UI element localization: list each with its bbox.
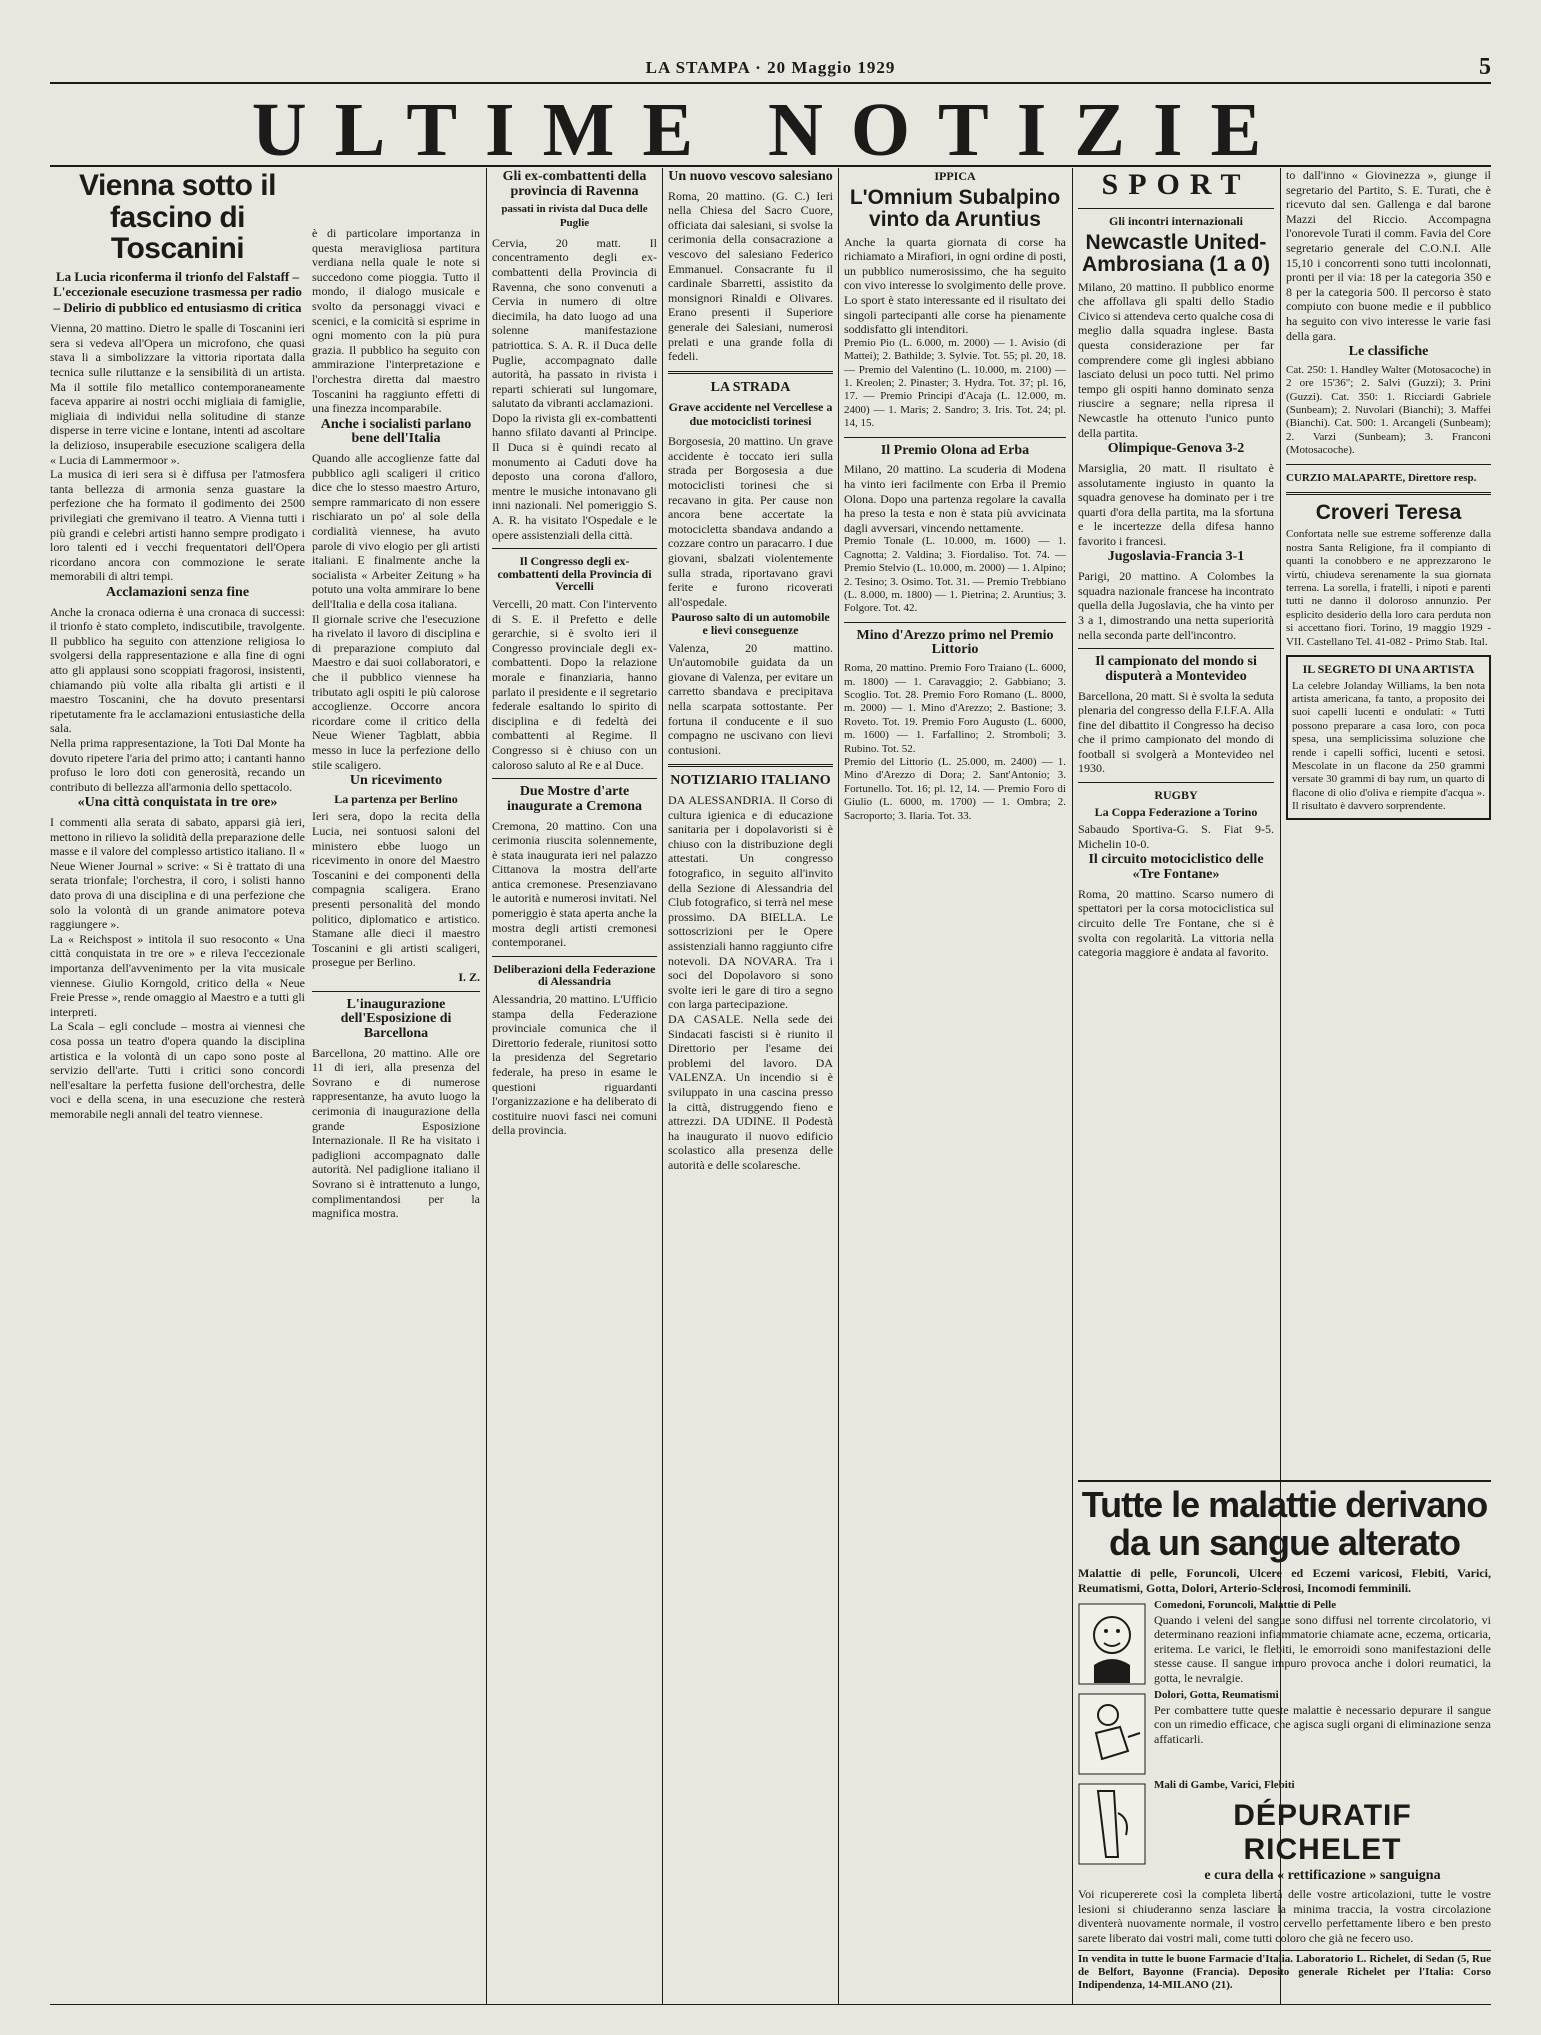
ad-figure-legs-icon xyxy=(1078,1783,1146,1865)
article-separator xyxy=(1078,208,1274,209)
article-text: è di particolare importanza in questa meravigliosa partitura verdiana nella quale le note si succedono come pioggia. Tutto il mondo, il dialogo musicale e svolto da personaggi vivaci e scenici, e la comicità si esprime in ogni momento con la più pura grazia. Il pubblico ha seguito con ammirazione l'interpretazione e l'orchestra diretta dal maestro Toscanini ha raggiunto effetti di una finezza incomparabile. xyxy=(312,226,480,416)
article-separator xyxy=(1078,782,1274,783)
rubric-incontri: Gli incontri internazionali xyxy=(1109,214,1243,228)
ad-text: Per combattere tutte queste malattie è necessario depurare il sangue con un rimedio efficace, che agisca sugli organi di eliminazione senza affaticarli. xyxy=(1154,1702,1491,1746)
ad-figure-rheumatism-icon xyxy=(1078,1693,1146,1775)
article-separator xyxy=(1286,464,1491,465)
ad-tagline: e cura della « rettificazione » sanguigna xyxy=(1204,1867,1441,1883)
article-title-automobile: Pauroso salto di un automobile e lievi conseguenze xyxy=(671,610,830,637)
article-separator xyxy=(1286,492,1491,495)
article-title-alessandria: Deliberazioni della Federazione di Alessandria xyxy=(493,961,656,989)
article-text: Nella prima rappresentazione, la Toti Dal Monte ha dovuto ripetere l'aria del primo atto; i cantanti hanno profuso le loro doti con generosità, recando un contributo di bellezza all'armonia dello spettacolo. xyxy=(50,736,305,794)
column-vescovo-strada xyxy=(668,168,833,2005)
article-text: La « Reichspost » intitola il suo resoconto « Una città conquistata in tre ore » e rileva l'eccezionale importanza dell'avvenimento per la vita musicale viennese. Giulio Korngold, critico della « Neue Freie Presse », rende omaggio al Maestro e a tutti gli interpreti. xyxy=(50,931,305,1019)
race-results: Premio Tonale (L. 10.000, m. 1600) — 1. Cagnotta; 2. Valdina; 3. Fiordaliso. Tot. 74. — Premio Stelvio (L. 10.000, m. 2000) — 1. Alpino; 2. Tesino; 3. Osimo. Tot. 31. — Premio Trebbiano (L. 8.000, m. 1800) — 1. Pietrina; 2. Aruntius; 3. Folgore. Tot. 42. xyxy=(844,535,1066,615)
article-text: Il giornale scrive che l'esecuzione ha rivelato il lavoro di disciplina e di preparazione compiuto dal Maestro e dai suoi collaboratori, e che il pubblico viennese ha tributato agli ospiti le più calorose accoglienze. Occorre ancora ricordare come il critico della Neue Wiener Tagblatt, abbia messo in luce la perfezione dello stile scaligero. xyxy=(312,611,480,772)
column-ippica xyxy=(844,168,1066,2005)
column-divider xyxy=(486,168,487,2005)
section-heading-ricevimento: Un ricevimento xyxy=(349,773,443,789)
article-subtitle-vercellese: Grave accidente nel Vercellese a due motociclisti torinesi xyxy=(668,399,833,428)
article-text: Borgosesia, 20 mattino. Un grave accidente è toccato ieri sulla strada per Borgosesia a due motociclisti torinesi che si recavano in gita. Per cause non ancora bene accertate la motocicletta sbandava andando a cozzare contro un paracarro. I due giovani, sbalzati violentemente sulla strada, riportavano gravi ferite e furono ricoverati all'ospedale. xyxy=(668,434,833,609)
section-heading-notiziario: NOTIZIARIO ITALIANO xyxy=(670,773,831,789)
ultime-notizie-banner: ULTIME NOTIZIE xyxy=(251,88,1290,172)
ad-figure-caption: Comedoni, Foruncoli, Malattie di Pelle xyxy=(1154,1599,1337,1612)
bottom-rule xyxy=(50,2004,1491,2005)
article-separator xyxy=(492,548,657,549)
ad-headline: Tutte le malattie derivano da un sangue alterato xyxy=(1081,1484,1488,1563)
ad-text: Voi ricupererete così la completa libertà delle vostre articolazioni, tutte le vostre lesioni si chiuderanno senza lasciare la minima traccia, la vostra circolazione diventerà nuovamente normale, il vostro cervello perfettamente libero e ben presto sarete liberato dai vostri mali, come tutti coloro che già ne fecero uso. xyxy=(1078,1887,1491,1946)
column-divider xyxy=(1072,168,1073,2005)
article-title-jugoslavia: Jugoslavia-Francia 3-1 xyxy=(1107,549,1245,565)
ad-richelet xyxy=(1078,1480,1491,2005)
article-text: DA ALESSANDRIA. Il Corso di cultura igienica e di educazione sanitaria per i dopolavoristi si è chiuso con la distribuzione degli attestati. Un congresso fotografico, in seguito all'invito della Sezione di Alessandria del Club fotografico, si terrà nel mese prossimo. DA BIELLA. Le sottoscrizioni per le Opere assistenziali hanno raggiunto cifre notevoli. DA NOVARA. Tra i soci del Dopolavoro si sono svolte ieri le gare di tiro a segno con larga partecipazione. xyxy=(668,793,833,1012)
column-classifiche xyxy=(1286,168,1491,1475)
article-title-coppa: La Coppa Federazione a Torino xyxy=(1094,804,1258,819)
column-divider xyxy=(662,168,663,2005)
section-heading-citta-conquistata: «Una città conquistata in tre ore» xyxy=(77,795,278,811)
column-ex-combattenti xyxy=(492,168,657,2005)
article-title-vercelli: Il Congresso degli ex-combattenti della Provincia di Vercelli xyxy=(497,554,652,594)
article-text: Vercelli, 20 matt. Con l'intervento di S. E. il Prefetto e delle gerarchie, si è svolto ieri il Congresso provinciale degli ex-combattenti. Dopo la relazione morale e finanziaria, hanno parlato il presidente e il segretario federale esaltando lo spirito di disciplina e di fedeltà dei combattenti al Regime. Il Congresso si è chiuso con un caloroso saluto al Re e al Duce. xyxy=(492,597,657,772)
column-toscanini-1 xyxy=(50,168,305,2005)
ad-text: Quando i veleni del sangue sono diffusi nel torrente circolatorio, vi determinano reazioni infiammatorie chiamate acne, eczema, orticaria, eritema. Le varici, le flebiti, le emorroidi sono manifestazioni delle stesse cause. Il sangue impuro provoca anche i dolori reumatici, la gotta, le nevralgie. xyxy=(1154,1612,1491,1685)
article-text: Milano, 20 mattino. Il pubblico enorme che affollava gli spalti dello Stadio Civico si attendeva certo qualche cosa di meglio dalla squadra inglese. Basta questa considerazione per far comprendere come gli inglesi abbiano lasciato delusi un poco tutti. Nel primo tempo gli ospiti hanno dominato senza riuscire a segnare; nella ripresa il Newcastle ha ottenuto l'unico punto della partita. xyxy=(1078,279,1274,440)
article-subtitle-ravenna: passati in rivista dal Duca delle Puglie xyxy=(501,203,648,229)
article-text: La Scala – egli conclude – mostra ai viennesi che cosa possa un teatro d'opera quando la disciplina artistica e la volontà di un capo sono poste al servizio dell'arte. Tutti i critici sono concordi nell'esaltare la perfetta fusione dell'orchestra, delle voci e della scena, in una esecuzione che resterà memorabile negli annali del teatro viennese. xyxy=(50,1019,305,1121)
article-separator xyxy=(668,371,833,374)
article-text: Anche la quarta giornata di corse ha richiamato a Mirafiori, in ogni ordine di posti, un pubblico numerosissimo, che ha seguito con vivo interesse lo svolgimento delle prove. Lo sport è stato interessante ed il risultato dei singoli partecipanti alle corse ha pienamente soddisfatto gli intenditori. xyxy=(844,234,1066,337)
article-text: Milano, 20 mattino. La scuderia di Modena ha vinto ieri facilmente con Erba il Premio Olona. Dopo una partenza regolare la cavalla ha preso la testa e non è stata più avvicinata dagli avversari, vincendo nettamente. xyxy=(844,462,1066,535)
race-results: Roma, 20 mattino. Premio Foro Traiano (L. 6000, m. 1800) — 1. Caravaggio; 2. Gabbiano; 3. Scoglio. Tot. 28. Premio Foro Romano (L. 8000, m. 2000) — 1. Mino d'Arezzo; 2. Bastione; 3. Roveto. Tot. 19. Premio Foro Augusto (L. 6000, m. 1600) — 1. Farfallino; 2. Stromboli; 3. Rubino. Tot. 52. xyxy=(844,662,1066,755)
article-title-tre-fontane: Il circuito motociclistico delle «Tre Fontane» xyxy=(1088,852,1264,883)
section-heading-la-strada: LA STRADA xyxy=(710,379,791,395)
section-heading-partenza: La partenza per Berlino xyxy=(334,791,458,806)
race-results: Premio del Littorio (L. 25.000, m. 2400) — 1. Mino d'Arezzo di Dora; 2. Sant'Antonio; 3. Fortunello. Tot. 16; pl. 12, 14. — Premio Foro di Giulio (L. 6000, m. 1700) — 1. Ombra; 2. Sacroporto; 3. Ilaria. Tot. 33. xyxy=(844,756,1066,822)
ad-footer: In vendita in tutte le buone Farmacie d'Italia. Laboratorio L. Richelet, di Sedan (5, Rue de Belfort, Bayonne (Francia). Deposito generale Richelet per l'Italia: Corso Indipendenza, 14-MILANO (21). xyxy=(1078,1950,1491,1993)
banner-rule xyxy=(50,165,1491,167)
article-text: Quando alle accoglienze fatte dal pubblico agli scaligeri il critico dice che lo stesso maestro Arturo, sempre rammaricato di non essere rischiarato un po' al sole della cordialità viennese, ha avuto parole di vivo elogio per gli artisti italiani. E finalmente anche la socialista « Arbeiter Zeitung » ha potuto una volta ammirare lo bene dell'Italia e della cosa italiana. xyxy=(312,451,480,612)
director-line: CURZIO MALAPARTE, Direttore resp. xyxy=(1286,471,1477,484)
article-title-ravenna: Gli ex-combattenti della provincia di Ravenna xyxy=(502,169,647,199)
ad-figure-caption: Mali di Gambe, Varici, Flebiti xyxy=(1154,1779,1295,1792)
article-title-cremona: Due Mostre d'arte inaugurate a Cremona xyxy=(506,784,643,814)
column-toscanini-2 xyxy=(312,226,480,2005)
section-heading-acclamazioni: Acclamazioni senza fine xyxy=(105,584,250,600)
article-text: Barcellona, 20 matt. Si è svolta la seduta plenaria del congresso della F.I.F.A. Alla fine del dibattito il Congresso ha deciso che il primo campionato del mondo di football si svolgerà a Montevideo nel 1930. xyxy=(1078,688,1274,776)
sport-banner: SPORT xyxy=(1101,168,1251,201)
article-text: Cervia, 20 matt. Il concentramento degli ex-combattenti della Provincia di Ravenna, che sono convenuti a Cervia in numero di oltre diecimila, ha dato luogo ad una solenne manifestazione patriottica. S. A. R. il Duca delle Puglie, accompagnato dalle autorità, ha passato in rivista i reparti schierati sul lungomare, salutato da vibranti acclamazioni. xyxy=(492,235,657,411)
rubric-ippica: IPPICA xyxy=(934,169,976,183)
article-title-campionato: Il campionato del mondo si disputerà a Montevideo xyxy=(1095,654,1257,684)
article-separator xyxy=(668,764,833,767)
article-separator xyxy=(492,778,657,779)
page-number: 5 xyxy=(1479,54,1491,80)
race-results: Premio Pio (L. 6.000, m. 2000) — 1. Avisio (di Mattei); 2. Bathilde; 3. Sylvie. Tot. 55; pl. 20, 18. — Premio del Valentino (L. 10.000, m. 2100) — 1. Kreolen; 2. Pinaster; 3. Hydra. Tot. 37; pl. 16, 17. — Premio Principi d'Acaja (L. 12.000, m. 2400) — 1. Maris; 2. Sandro; 3. Iris. Tot. 24; pl. 14, 15. xyxy=(844,336,1066,430)
article-title-olona: Il Premio Olona ad Erba xyxy=(880,442,1030,458)
article-signature: I. Z. xyxy=(458,969,480,984)
article-text: Alessandria, 20 mattino. L'Ufficio stampa della Federazione provinciale comunica che il Direttorio federale, riunitosi sotto la presidenza del Segretario federale, ha preso in esame le questioni riguardanti l'organizzazione e ha deliberato di costituire nuovi fasci nei comuni della provincia. xyxy=(492,992,657,1138)
article-text: to dall'inno « Giovinezza », giunge il segretario del Partito, S. E. Turati, che è ricevuto dal sen. Gallenga e dal barone Mazzi del Riccio. Accompagna l'onorevole Turati il comm. Favia del Core segretario generale del C.O.N.I. Alle 15,10 i concorrenti sono tutti incolonnati, pronti per il via: 18 per la categoria 350 e 8 per la categoria 500. Il percorso è stato compiuto con buone medie e il pubblico ha seguito con vivo interesse le varie fasi della gara. xyxy=(1286,168,1491,343)
paper-title-date: LA STAMPA · 20 Maggio 1929 xyxy=(645,58,896,77)
article-text: DA CASALE. Nella sede dei Sindacati fascisti si è riunito il Direttorio per l'esame dei problemi del lavoro. DA VALENZA. Un incendio si è sviluppato in una cascina presso la città, distruggendo fieno e attrezzi. DA UDINE. Il Podestà ha inaugurato il nuovo edificio scolastico alla presenza delle autorità e delle scolaresche. xyxy=(668,1011,833,1172)
article-separator xyxy=(844,437,1066,438)
article-text: Anche la cronaca odierna è una cronaca di successi: il trionfo è stato completo, indiscutibile, travolgente. Il pubblico ha seguito con attenzione religiosa lo svolgersi della rappresentazione e alla fine di ogni atto gli applausi sono scoppiati fragorosi, insistenti, chiamando più volte alla ribalta gli artisti e il maestro Toscanini, che ha dovuto presentarsi ripetutamente fra le acclamazioni entusiastiche della sala. xyxy=(50,604,305,736)
rubric-rugby: RUGBY xyxy=(1154,788,1198,803)
ad-figure-face-icon xyxy=(1078,1603,1146,1685)
ad-title-segreto: IL SEGRETO DI UNA ARTISTA xyxy=(1302,661,1475,676)
article-separator xyxy=(844,622,1066,623)
ad-intro: Malattie di pelle, Foruncoli, Ulcere ed Eczemi varicosi, Flebiti, Varici, Reumatismi, Gotta, Dolori, Arterio-Sclerosi, Incomodi femminili. xyxy=(1078,1566,1491,1595)
article-title-olimpique: Olimpique-Genova 3-2 xyxy=(1107,441,1245,457)
masthead xyxy=(50,54,1491,80)
section-heading-socialisti: Anche i socialisti parlano bene dell'Italia xyxy=(320,416,472,447)
article-text: Vienna, 20 mattino. Dietro le spalle di Toscanini ieri sera si vedeva all'Opera un microfono, che quasi stava li a simbolizzare la vittoria riportata dalla tecnica sulle riluttanze e la sensibilità di un artista. Ma il sottile filo metallico contemporaneamente faceva apparire ai nostri occhi migliaia di famiglie, migliaia di individui nella solitudine di stanze disperse in terre vicine e lontane, intenti ad ascoltare la delizioso, insuperabile esecuzione scaligera della « Lucia di Lammermoor ». xyxy=(50,321,305,467)
article-separator xyxy=(312,991,480,992)
article-text: Marsiglia, 20 matt. Il risultato è assolutamente ingiusto in quanto la squadra genovese ha dominato per i tre quarti d'ora della partita, ma la sfortuna e le incertezze della difesa hanno favorito i francesi. xyxy=(1078,460,1274,548)
article-title-omnium: L'Omnium Subalpino vinto da Aruntius xyxy=(849,185,1061,231)
article-text: Barcellona, 20 mattino. Alle ore 11 di ieri, alla presenza del Sovrano e di numerose rappresentanze, ha avuto luogo la cerimonia di inaugurazione della grande Esposizione Internazionale. Il Re ha visitato i padiglioni accompagnato dalle autorità. Nel padiglione italiano il Sovrano si è intrattenuto a lungo, complimentandosi per la magnifica mostra. xyxy=(312,1045,480,1221)
article-text: Valenza, 20 mattino. Un'automobile guidata da un giovane di Valenza, per evitare un carretto sbandava e precipitava nella scarpata sottostante. Per fortuna il conducente e il suo compagno ne uscivano con lievi contusioni. xyxy=(668,640,833,757)
ad-brand-name: DÉPURATIF RICHELET xyxy=(1233,1798,1412,1866)
article-text: Parigi, 20 mattino. A Colombes la squadra nazionale francese ha incontrato quella della Jugoslavia, che ha vinto per 3 a 1, dimostrando una netta superiorità nella seconda parte dell'incontro. xyxy=(1078,569,1274,642)
article-separator xyxy=(1078,648,1274,649)
race-results: Cat. 250: 1. Handley Walter (Motosacoche) in 2 ore 15'36"; 2. Salvi (Guzzi); 3. Prini (Guzzi). Cat. 350: 1. Ricciardi Gabriele (Sunbeam); 2. Nuvolari (Bianchi); 3. Maffei (Bianchi). Cat. 500: 1. Arcangeli (Sunbeam); 2. Varzi (Sunbeam); 3. Franconi (Motosacoche). xyxy=(1286,363,1491,457)
article-title-toscanini: Vienna sotto il fascino di Toscanini xyxy=(79,169,276,265)
ad-figure-caption: Dolori, Gotta, Reumatismi xyxy=(1154,1689,1279,1702)
article-text: Ieri sera, dopo la recita della Lucia, nei sontuosi saloni del ministero ebbe luogo un ricevimento in onore del Maestro Toscanini e dei componenti della compagnia scaligera. Erano presenti personalità del mondo politico, diplomatico e artistico. Stamane alle dieci il maestro Toscanini e gli artisti scaligeri, prosegue per Berlino. xyxy=(312,809,480,970)
article-text: Dopo la rivista gli ex-combattenti hanno sfilato davanti al Principe. Il Duca si è quindi recato al monumento ai Caduti dove ha deposto una corona d'alloro, mentre le musiche intonavano gli inni nazionali. Nel pomeriggio S. A. R. ha visitato l'Ospedale e le opere assistenziali della città. xyxy=(492,410,657,542)
article-title-classifiche: Le classifiche xyxy=(1348,344,1429,360)
article-separator xyxy=(492,956,657,957)
obituary-name: Croveri Teresa xyxy=(1315,501,1462,525)
ad-text-segreto: La celebre Jolanday Williams, la ben nota artista americana, fa tanto, a proposito dei suoi capelli lucenti e ondulati: « Tutti possono preparare a casa loro, con poca spesa, una semplicissima soluzione che rende i capelli soffici, lucenti e setosi. Mescolate in un flacone da 250 grammi versate 30 grammi di bay rum, un quarto di flacone di olio d'oliva e riempite d'acqua ». Il risultato è davvero sorprendente. xyxy=(1292,679,1485,813)
article-title-barcellona: L'inaugurazione dell'Esposizione di Barcellona xyxy=(340,996,452,1041)
masthead-rule xyxy=(50,82,1491,84)
article-text: Roma, 20 mattino. (G. C.) Ieri nella Chiesa del Sacro Cuore, officiata dai salesiani, si svolse la cerimonia della consacrazione a vescovo del salesiano Federico Emmanuel. Consacrante fu il cardinale Sbarretti, assistito da monsignori Rinaldi e Olivares. Erano presenti il Superiore generale dei Salesiani, numerosi prelati e una grande folla di fedeli. xyxy=(668,188,833,364)
article-text: Roma, 20 mattino. Scarso numero di spettatori per la corsa motociclistica sul circuito delle Tre Fontane, che si è svolta con regolarità. La vittoria nella categoria maggiore è andata al favorito. xyxy=(1078,886,1274,960)
article-text: La musica di ieri sera si è diffusa per l'atmosfera tanta bellezza di armonia senza guastare la perfezione che ha formato il godimento dei 2500 privilegiati che gremivano il teatro. A Vienna tutti i più grandi e celebri artisti hanno sempre prodigato i loro talenti ed i vecchi frequentatori dell'Opera ricordano ancora con commozione le serate memorabili di altri tempi. xyxy=(50,467,305,584)
article-title-newcastle: Newcastle United-Ambrosiana (1 a 0) xyxy=(1082,230,1270,276)
obituary-text: Confortata nelle sue estreme sofferenze dalla nostra Santa Religione, fra il compianto di quanti la conobbero e ne apprezzarono le virtù, chiudeva serenamente la sua giornata terrena. La sorella, i fratelli, i nipoti e parenti tutti ne danno il doloroso annunzio. Per esplicito desiderio della loro cara perduta non si accettano fiori. Torino, 19 maggio 1929 - VII. Castellano Tel. 41-082 - Primo Stab. Ital. xyxy=(1286,528,1491,648)
article-text: Cremona, 20 mattino. Con una cerimonia riuscita solennemente, è stata inaugurata ieri nel palazzo Cittanova la mostra dell'arte antica cremonese. Presenziavano le autorità e numerosi invitati. Nel pomeriggio è stata aperta anche la mostra degli artisti cremonesi contemporanei. xyxy=(492,818,657,950)
ad-box-segreto xyxy=(1286,655,1491,820)
column-divider xyxy=(838,168,839,2005)
article-title-littorio: Mino d'Arezzo primo nel Premio Littorio xyxy=(856,627,1054,658)
article-subtitle-toscanini: La Lucia riconferma il trionfo del Falstaff – L'eccezionale esecuzione trasmessa per radio – Delirio di pubblico ed entusiasmo di critica xyxy=(53,268,302,315)
article-text: I commenti alla serata di sabato, apparsi già ieri, mettono in rilievo la solidità della preparazione delle masse e il valore del complesso artistico italiano. Il « Neue Wiener Journal » scrive: « Si è trattato di una serata trionfale; l'orchestra, il coro, i solisti hanno dato prova di una disciplina e di una perfezione che solo la volontà di un grande animatore poteva raggiungere ». xyxy=(50,815,305,932)
article-text: Sabaudo Sportiva-G. S. Fiat 9-5. Michelin 10-0. xyxy=(1078,822,1274,851)
article-title-vescovo: Un nuovo vescovo salesiano xyxy=(668,169,833,184)
